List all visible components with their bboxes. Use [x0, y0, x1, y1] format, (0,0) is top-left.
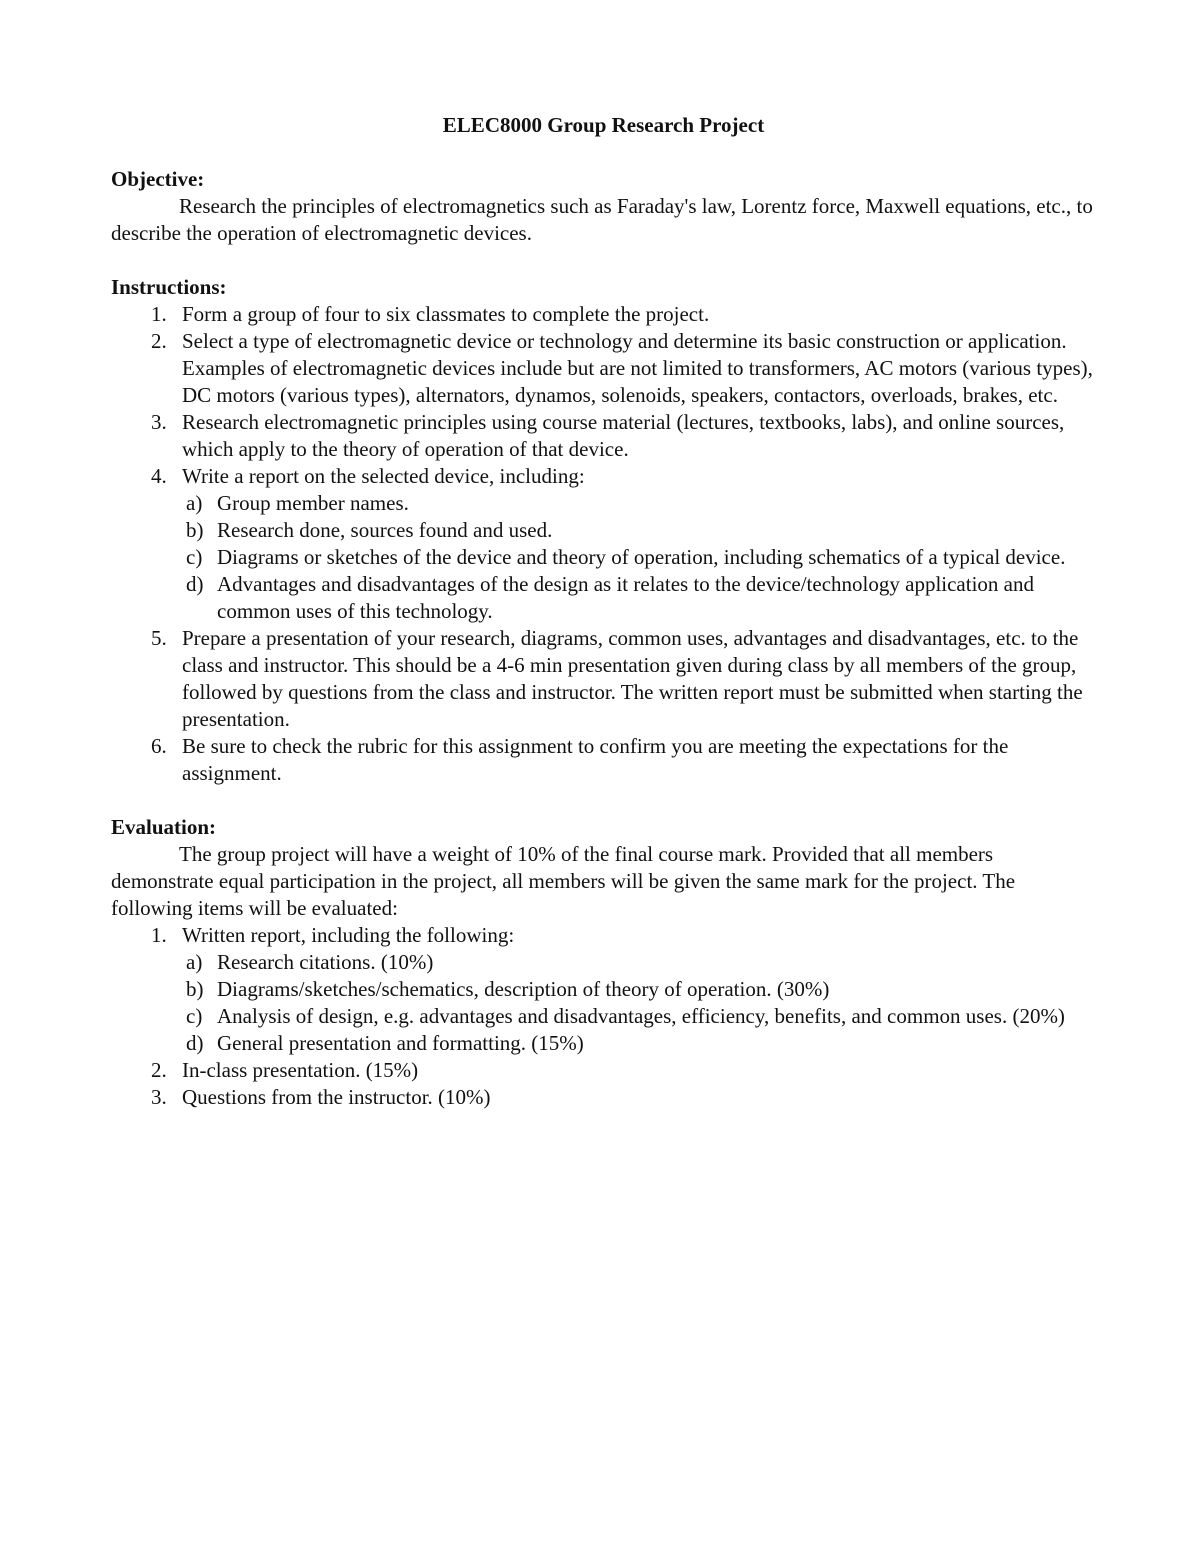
list-marker: 2.	[151, 329, 167, 353]
evaluation-list	[111, 922, 1096, 1111]
sub-list-item-text: Research done, sources found and used.	[217, 518, 553, 542]
list-marker: 1.	[151, 923, 167, 947]
sub-list-item	[182, 949, 1096, 976]
list-marker: 1.	[151, 302, 167, 326]
sub-list-marker: d)	[186, 1031, 204, 1055]
evaluation-heading: Evaluation:	[111, 815, 217, 839]
sub-list-item-text: Advantages and disadvantages of the design as it relates to the device/technology application and common uses of this technology.	[217, 572, 1034, 623]
list-item-text: Prepare a presentation of your research, diagrams, common uses, advantages and disadvantages, etc. to the class and instructor. This should be a 4-6 min presentation given during class by all members of the group, followed by questions from the class and instructor. The written report must be submitted when starting the presentation.	[182, 626, 1083, 731]
list-item	[111, 1084, 1096, 1111]
document-page	[111, 110, 1096, 1111]
document-title: ELEC8000 Group Research Project	[442, 113, 765, 137]
list-item	[111, 463, 1096, 625]
spacer	[111, 247, 1096, 274]
list-item-text: Written report, including the following:	[182, 923, 515, 947]
sub-list-marker: d)	[186, 572, 204, 596]
sub-list	[182, 490, 1096, 625]
sub-list-item	[182, 976, 1096, 1003]
sub-list-item-text: Diagrams or sketches of the device and theory of operation, including schematics of a typical device.	[217, 545, 1066, 569]
sub-list-marker: a)	[186, 491, 203, 515]
list-item	[111, 328, 1096, 409]
sub-list-item	[182, 571, 1096, 625]
instructions-list	[111, 301, 1096, 787]
list-item-text: Research electromagnetic principles using course material (lectures, textbooks, labs), and online sources, which apply to the theory of operation of that device.	[182, 410, 1065, 461]
sub-list-item-text: Analysis of design, e.g. advantages and disadvantages, efficiency, benefits, and common uses. (20%)	[217, 1004, 1065, 1028]
list-item	[111, 1057, 1096, 1084]
list-item-text: In-class presentation. (15%)	[182, 1058, 419, 1082]
list-item-text: Form a group of four to six classmates to complete the project.	[182, 302, 710, 326]
sub-list-item	[182, 1030, 1096, 1057]
list-item	[111, 409, 1096, 463]
sub-list-item	[182, 490, 1096, 517]
sub-list	[182, 949, 1096, 1057]
list-item-text: Questions from the instructor. (10%)	[182, 1085, 491, 1109]
sub-list-item	[182, 517, 1096, 544]
sub-list-marker: a)	[186, 950, 203, 974]
sub-list-marker: c)	[186, 1004, 203, 1028]
list-item-text: Select a type of electromagnetic device or technology and determine its basic construction or application. Examples of electromagnetic devices include but are not limited to transformers, AC motors (various types), DC motors (various types), alternators, dynamos, solenoids, speakers, contactors, overloads, brakes, etc.	[182, 329, 1093, 407]
list-marker: 3.	[151, 410, 167, 434]
list-marker: 4.	[151, 464, 167, 488]
sub-list-item-text: General presentation and formatting. (15%)	[217, 1031, 584, 1055]
sub-list-marker: b)	[186, 518, 204, 542]
spacer	[111, 787, 1096, 814]
list-marker: 6.	[151, 734, 167, 758]
list-marker: 3.	[151, 1085, 167, 1109]
instructions-heading: Instructions:	[111, 275, 227, 299]
objective-text: Research the principles of electromagnetics such as Faraday's law, Lorentz force, Maxwell equations, etc., to describe the operation of electromagnetic devices.	[111, 194, 1093, 245]
list-item-text: Be sure to check the rubric for this assignment to confirm you are meeting the expectations for the assignment.	[182, 734, 1009, 785]
list-marker: 5.	[151, 626, 167, 650]
list-item	[111, 301, 1096, 328]
sub-list-item	[182, 544, 1096, 571]
list-item	[111, 922, 1096, 1057]
evaluation-text: The group project will have a weight of 10% of the final course mark. Provided that all members demonstrate equal participation in the project, all members will be given the same mark for the project. The following items will be evaluated:	[111, 842, 1016, 920]
sub-list-item-text: Group member names.	[217, 491, 409, 515]
sub-list-marker: b)	[186, 977, 204, 1001]
objective-heading: Objective:	[111, 167, 205, 191]
sub-list-item	[182, 1003, 1096, 1030]
list-item-text: Write a report on the selected device, including:	[182, 464, 585, 488]
sub-list-item-text: Diagrams/sketches/schematics, description of theory of operation. (30%)	[217, 977, 830, 1001]
list-item	[111, 625, 1096, 733]
list-item	[111, 733, 1096, 787]
sub-list-item-text: Research citations. (10%)	[217, 950, 434, 974]
list-marker: 2.	[151, 1058, 167, 1082]
sub-list-marker: c)	[186, 545, 203, 569]
